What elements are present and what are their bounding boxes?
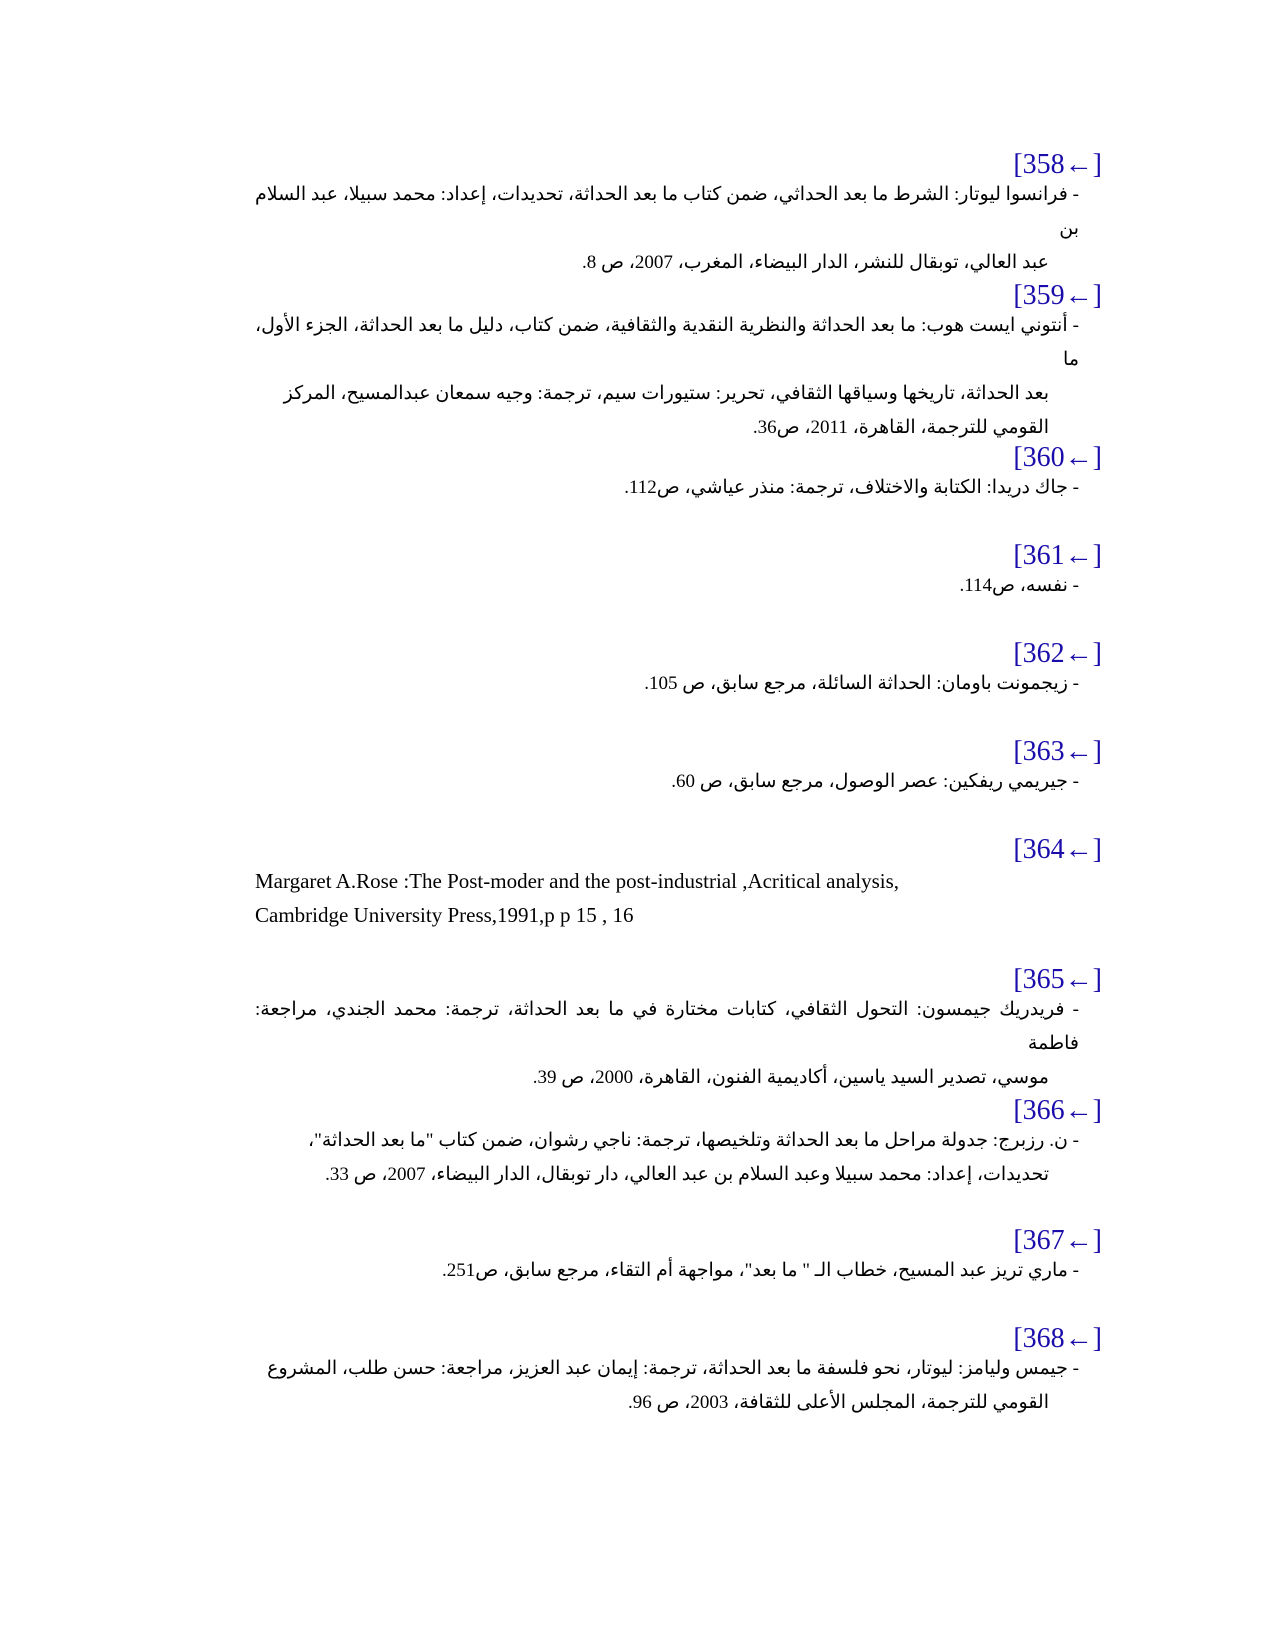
footnote-text-364 xyxy=(255,864,1079,932)
footnote-text-368 xyxy=(255,1352,1079,1420)
footnote-ref-368[interactable]: [368←] xyxy=(1013,1323,1102,1354)
footnote-line: بعد الحداثة، تاريخها وسياقها الثقافي، تحرير: ستيورات سيم، ترجمة: وجيه سمعان عبدالمسيح، المركز xyxy=(283,383,1049,404)
footnote-text-363 xyxy=(255,765,1079,799)
footnote-line: - ن. رزبرج: جدولة مراحل ما بعد الحداثة وتلخيصها، ترجمة: ناجي رشوان، ضمن كتاب "ما بعد الحداثة"، xyxy=(307,1130,1079,1151)
footnote-line: - جاك دريدا: الكتابة والاختلاف، ترجمة: منذر عياشي، ص112. xyxy=(624,477,1079,498)
footnote-line: - نفسه، ص114. xyxy=(959,575,1079,596)
footnote-ref-367[interactable]: [367←] xyxy=(1013,1225,1102,1256)
footnote-ref-363[interactable]: [363←] xyxy=(1013,736,1102,767)
footnote-line: موسي، تصدير السيد ياسين، أكاديمية الفنون، القاهرة، 2000، ص 39. xyxy=(532,1067,1049,1088)
footnote-text-366 xyxy=(255,1124,1079,1192)
footnote-line: - فرانسوا ليوتار: الشرط ما بعد الحداثي، ضمن كتاب ما بعد الحداثة، تحديدات، إعداد: محمد سبيلا، عبد السلام بن xyxy=(255,184,1079,239)
footnote-line: عبد العالي، توبقال للنشر، الدار البيضاء، المغرب، 2007، ص 8. xyxy=(582,252,1049,273)
footnote-line: - فريدريك جيمسون: التحول الثقافي، كتابات مختارة في ما بعد الحداثة، ترجمة: محمد الجندي، مراجعة: فاطمة xyxy=(255,999,1079,1054)
footnote-text-362 xyxy=(255,667,1079,701)
footnote-line: Cambridge University Press,1991,p p 15 , 16 xyxy=(255,903,634,927)
footnote-text-361 xyxy=(255,569,1079,603)
footnote-line: تحديدات، إعداد: محمد سبيلا وعبد السلام بن عبد العالي، دار توبقال، الدار البيضاء، 2007، ص 33. xyxy=(325,1164,1049,1185)
footnote-line: - أنتوني ايست هوب: ما بعد الحداثة والنظرية النقدية والثقافية، ضمن كتاب، دليل ما بعد الحداثة، الجزء الأول، ما xyxy=(255,315,1079,370)
footnote-line: - زيجمونت باومان: الحداثة السائلة، مرجع سابق، ص 105. xyxy=(644,673,1079,694)
footnote-ref-366[interactable]: [366←] xyxy=(1013,1095,1102,1126)
footnote-text-365 xyxy=(255,993,1079,1095)
footnote-line: - ماري تريز عبد المسيح، خطاب الـ " ما بعد"، مواجهة أم التقاء، مرجع سابق، ص251. xyxy=(442,1260,1079,1281)
footnote-ref-360[interactable]: [360←] xyxy=(1013,442,1102,473)
footnote-line: القومي للترجمة، القاهرة، 2011، ص36. xyxy=(752,417,1049,438)
footnote-ref-361[interactable]: [361←] xyxy=(1013,540,1102,571)
footnote-line: القومي للترجمة، المجلس الأعلى للثقافة، 2003، ص 96. xyxy=(628,1392,1049,1413)
footnote-ref-364[interactable]: [364←] xyxy=(1013,834,1102,865)
footnote-text-359 xyxy=(255,309,1079,445)
footnote-ref-362[interactable]: [362←] xyxy=(1013,638,1102,669)
footnote-ref-359[interactable]: [359←] xyxy=(1013,280,1102,311)
footnote-ref-365[interactable]: [365←] xyxy=(1013,964,1102,995)
footnote-ref-358[interactable]: [358←] xyxy=(1013,149,1102,180)
footnote-text-360 xyxy=(255,471,1079,505)
footnote-line: - جيمس وليامز: ليوتار، نحو فلسفة ما بعد الحداثة، ترجمة: إيمان عبد العزيز، مراجعة: حسن طلب، المشروع xyxy=(267,1358,1079,1379)
footnote-text-358 xyxy=(255,178,1079,280)
footnote-text-367 xyxy=(255,1254,1079,1288)
footnote-line: Margaret A.Rose :The Post-moder and the post-industrial ,Acritical analysis, xyxy=(255,869,900,893)
footnote-line: - جيريمي ريفكين: عصر الوصول، مرجع سابق، ص 60. xyxy=(671,771,1079,792)
